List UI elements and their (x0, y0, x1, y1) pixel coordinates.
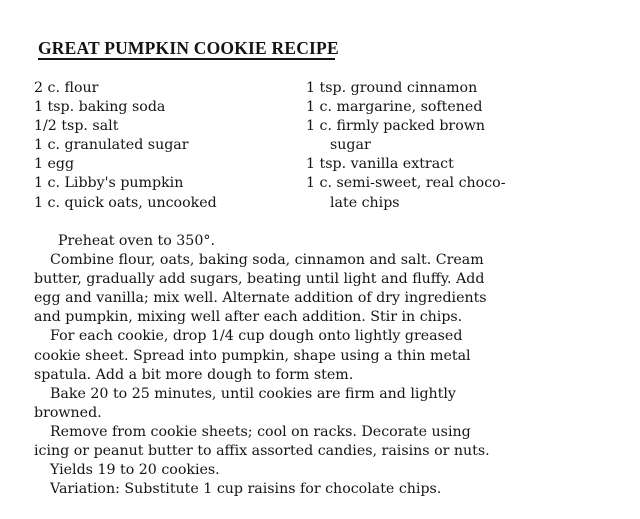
instruction-line: Preheat oven to 350°. (58, 233, 215, 249)
ingredient-line: 2 c. flour (34, 80, 99, 96)
instruction-line: icing or peanut butter to affix assorted candies, raisins or nuts. (34, 443, 490, 460)
ingredient-line-continued: late chips (330, 194, 400, 211)
instruction-line: Combine flour, oats, baking soda, cinnamon and salt. Cream (50, 252, 484, 269)
instruction-line: and pumpkin, mixing well after each addition. Stir in chips. (34, 309, 463, 326)
instruction-line: Yields 19 to 20 cookies. (50, 462, 220, 479)
instruction-line: For each cookie, drop 1/4 cup dough onto lightly greased (50, 328, 463, 345)
ingredient-line: 1 c. firmly packed brown (306, 118, 486, 135)
ingredient-line-continued: sugar (330, 137, 371, 154)
instruction-line: Remove from cookie sheets; cool on racks. Decorate using (50, 423, 471, 440)
ingredient-line: 1 c. semi-sweet, real choco- (306, 175, 506, 192)
instructions (34, 232, 630, 499)
ingredient-line: 1 egg (34, 156, 75, 173)
recipe-title: GREAT PUMPKIN COOKIE RECIPE (38, 38, 339, 58)
ingredient-line: 1 c. margarine, softened (306, 99, 483, 116)
ingredient-line: 1 tsp. ground cinnamon (306, 80, 478, 96)
instruction-line: egg and vanilla; mix well. Alternate addition of dry ingredients (34, 290, 487, 307)
instruction-line: butter, gradually add sugars, beating until light and fluffy. Add (34, 271, 485, 288)
ingredient-line: 1/2 tsp. salt (34, 118, 119, 135)
ingredient-line: 1 c. Libby's pumpkin (34, 175, 184, 192)
ingredient-line: 1 c. granulated sugar (34, 137, 189, 154)
instruction-line: Variation: Substitute 1 cup raisins for chocolate chips. (50, 481, 442, 498)
ingredient-line: 1 tsp. baking soda (34, 99, 166, 116)
instruction-line: cookie sheet. Spread into pumpkin, shape using a thin metal (34, 347, 471, 364)
instruction-line: browned. (34, 404, 102, 421)
title-underline (38, 58, 335, 60)
ingredient-line: 1 c. quick oats, uncooked (34, 194, 217, 211)
ingredients-left-column (34, 79, 217, 213)
ingredients-right-column (306, 79, 506, 213)
ingredient-line: 1 tsp. vanilla extract (306, 156, 454, 173)
instruction-line: Bake 20 to 25 minutes, until cookies are firm and lightly (50, 385, 456, 402)
instruction-line: spatula. Add a bit more dough to form stem. (34, 366, 354, 383)
